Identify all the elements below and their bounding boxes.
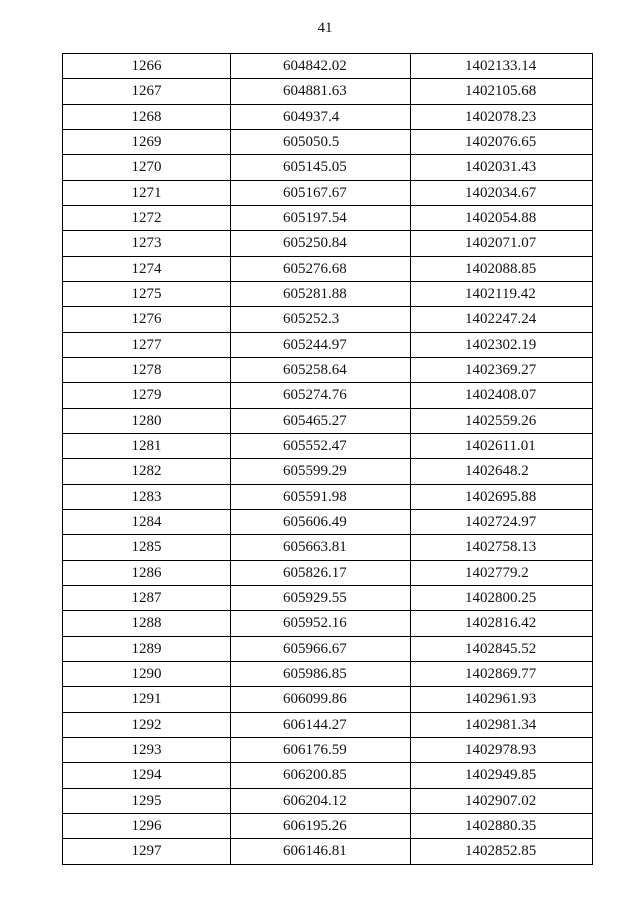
point-number-cell: 1274	[63, 257, 231, 282]
x-coordinate-cell: 605050.5	[231, 130, 411, 155]
y-coordinate-cell: 1402119.42	[411, 282, 593, 307]
point-number-cell: 1276	[63, 307, 231, 332]
y-coordinate-cell: 1402302.19	[411, 333, 593, 358]
y-coordinate-cell: 1402076.65	[411, 130, 593, 155]
x-coordinate-cell: 605591.98	[231, 485, 411, 510]
x-coordinate-cell: 605826.17	[231, 561, 411, 586]
x-coordinate-cell: 605552.47	[231, 434, 411, 459]
point-number-cell: 1289	[63, 637, 231, 662]
y-coordinate-cell: 1402247.24	[411, 307, 593, 332]
point-number-cell: 1290	[63, 662, 231, 687]
point-number-cell: 1297	[63, 839, 231, 864]
y-coordinate-cell: 1402845.52	[411, 637, 593, 662]
y-coordinate-cell: 1402907.02	[411, 789, 593, 814]
point-number-cell: 1273	[63, 231, 231, 256]
x-coordinate-cell: 605167.67	[231, 181, 411, 206]
point-number-cell: 1278	[63, 358, 231, 383]
x-coordinate-cell: 605966.67	[231, 637, 411, 662]
y-coordinate-cell: 1402779.2	[411, 561, 593, 586]
x-coordinate-cell: 605276.68	[231, 257, 411, 282]
point-number-cell: 1269	[63, 130, 231, 155]
y-coordinate-cell: 1402054.88	[411, 206, 593, 231]
point-number-cell: 1280	[63, 409, 231, 434]
x-coordinate-cell: 606204.12	[231, 789, 411, 814]
point-number-cell: 1286	[63, 561, 231, 586]
x-coordinate-cell: 605244.97	[231, 333, 411, 358]
coordinate-table	[62, 53, 593, 865]
y-coordinate-cell: 1402034.67	[411, 181, 593, 206]
x-coordinate-cell: 605258.64	[231, 358, 411, 383]
point-number-cell: 1279	[63, 383, 231, 408]
point-number-cell: 1288	[63, 611, 231, 636]
x-coordinate-cell: 606176.59	[231, 738, 411, 763]
y-coordinate-cell: 1402724.97	[411, 510, 593, 535]
y-coordinate-cell: 1402088.85	[411, 257, 593, 282]
point-number-cell: 1291	[63, 687, 231, 712]
y-coordinate-cell: 1402758.13	[411, 535, 593, 560]
x-coordinate-cell: 605197.54	[231, 206, 411, 231]
x-coordinate-cell: 606200.85	[231, 763, 411, 788]
x-coordinate-cell: 605252.3	[231, 307, 411, 332]
x-coordinate-cell: 605465.27	[231, 409, 411, 434]
x-coordinate-cell: 605929.55	[231, 586, 411, 611]
x-coordinate-cell: 606144.27	[231, 713, 411, 738]
y-coordinate-cell: 1402695.88	[411, 485, 593, 510]
x-coordinate-cell: 604881.63	[231, 79, 411, 104]
point-number-cell: 1270	[63, 155, 231, 180]
point-number-cell: 1284	[63, 510, 231, 535]
point-number-cell: 1275	[63, 282, 231, 307]
y-coordinate-cell: 1402880.35	[411, 814, 593, 839]
y-coordinate-cell: 1402611.01	[411, 434, 593, 459]
point-number-cell: 1296	[63, 814, 231, 839]
y-coordinate-cell: 1402981.34	[411, 713, 593, 738]
y-coordinate-cell: 1402105.68	[411, 79, 593, 104]
point-number-cell: 1268	[63, 105, 231, 130]
y-coordinate-cell: 1402369.27	[411, 358, 593, 383]
x-coordinate-cell: 605663.81	[231, 535, 411, 560]
point-number-cell: 1272	[63, 206, 231, 231]
point-number-cell: 1295	[63, 789, 231, 814]
point-number-cell: 1294	[63, 763, 231, 788]
page-number: 41	[317, 20, 333, 36]
point-number-cell: 1266	[63, 54, 231, 79]
x-coordinate-cell: 606146.81	[231, 839, 411, 864]
y-coordinate-cell: 1402078.23	[411, 105, 593, 130]
y-coordinate-cell: 1402408.07	[411, 383, 593, 408]
y-coordinate-cell: 1402559.26	[411, 409, 593, 434]
point-number-cell: 1281	[63, 434, 231, 459]
x-coordinate-cell: 605274.76	[231, 383, 411, 408]
y-coordinate-cell: 1402852.85	[411, 839, 593, 864]
x-coordinate-cell: 604842.02	[231, 54, 411, 79]
x-coordinate-cell: 605599.29	[231, 459, 411, 484]
y-coordinate-cell: 1402800.25	[411, 586, 593, 611]
x-coordinate-cell: 605606.49	[231, 510, 411, 535]
y-coordinate-cell: 1402031.43	[411, 155, 593, 180]
y-coordinate-cell: 1402648.2	[411, 459, 593, 484]
y-coordinate-cell: 1402071.07	[411, 231, 593, 256]
point-number-cell: 1293	[63, 738, 231, 763]
y-coordinate-cell: 1402961.93	[411, 687, 593, 712]
y-coordinate-cell: 1402949.85	[411, 763, 593, 788]
point-number-cell: 1282	[63, 459, 231, 484]
x-coordinate-cell: 605281.88	[231, 282, 411, 307]
point-number-cell: 1283	[63, 485, 231, 510]
y-coordinate-cell: 1402816.42	[411, 611, 593, 636]
x-coordinate-cell: 605250.84	[231, 231, 411, 256]
x-coordinate-cell: 606099.86	[231, 687, 411, 712]
point-number-cell: 1277	[63, 333, 231, 358]
x-coordinate-cell: 605986.85	[231, 662, 411, 687]
point-number-cell: 1292	[63, 713, 231, 738]
y-coordinate-cell: 1402133.14	[411, 54, 593, 79]
y-coordinate-cell: 1402978.93	[411, 738, 593, 763]
y-coordinate-cell: 1402869.77	[411, 662, 593, 687]
x-coordinate-cell: 605145.05	[231, 155, 411, 180]
point-number-cell: 1267	[63, 79, 231, 104]
x-coordinate-cell: 606195.26	[231, 814, 411, 839]
point-number-cell: 1271	[63, 181, 231, 206]
x-coordinate-cell: 604937.4	[231, 105, 411, 130]
point-number-cell: 1287	[63, 586, 231, 611]
point-number-cell: 1285	[63, 535, 231, 560]
x-coordinate-cell: 605952.16	[231, 611, 411, 636]
